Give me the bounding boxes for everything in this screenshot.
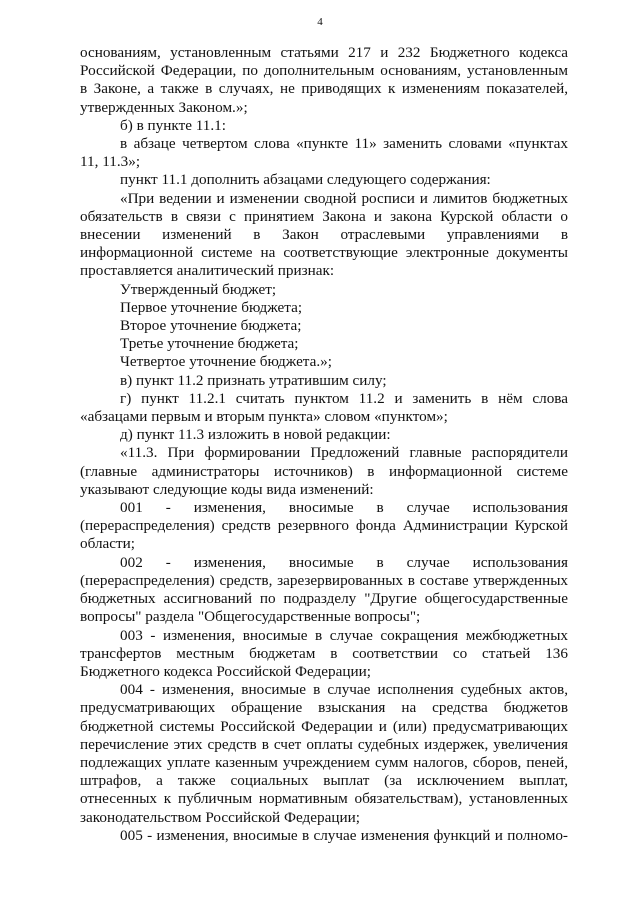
paragraph-code-005: 005 - изменения, вносимые в случае изменения функций и полномо- [120,826,568,844]
paragraph-continuation: основаниям, установленным статьями 217 и 232 Бюджетного кодекса Российской Федерации, по дополнительным основаниям, установленным в Законе, а также в случаях, не приводящих к изменениям показателей, утвержденных Законом.»; [80,44,568,116]
list-item-budget-approved: Утвержденный бюджет; [120,280,277,298]
paragraph-item-d: д) пункт 11.3 изложить в новой редакции: [120,426,391,444]
paragraph-11-3: «11.3. При формировании Предложений главные распорядители (главные администраторы источников) в информационной системе указывают следующие коды вида изменений: [80,444,568,498]
paragraph-item-v: в) пункт 11.2 признать утратившим силу; [120,371,387,389]
list-item-budget-second: Второе уточнение бюджета; [120,317,302,335]
paragraph-code-002: 002 - изменения, вносимые в случае использования (перераспределения) средств, зарезервированных в составе утвержденных бюджетных ассигнований по подразделу "Другие общегосударственные вопросы" раздела "Общегосударственные вопросы"; [80,553,568,626]
paragraph-abzac-4: в абзаце четвертом слова «пункте 11» заменить словами «пунктах 11, 11.3»; [80,135,568,171]
list-item-budget-fourth: Четвертое уточнение бюджета.»; [120,353,332,371]
paragraph-item-b: б) в пункте 11.1: [120,116,226,134]
document-body [80,44,568,845]
paragraph-code-003: 003 - изменения, вносимые в случае сокращения межбюджетных трансфертов местным бюджетам в соответствии со статьей 136 Бюджетного кодекса Российской Федерации; [80,626,568,680]
page-number: 4 [317,16,323,28]
paragraph-code-004: 004 - изменения, вносимые в случае исполнения судебных актов, предусматривающих обращение взыскания на средства бюджетов бюджетной системы Российской Федерации и (или) предусматривающих перечисление этих средств в счет оплаты судебных издержек, увеличения подлежащих уплате казенным учреждением сумм налогов, сборов, пеней, штрафов, а также социальных выплат (за исключением выплат, отнесенных к публичным нормативным обязательствам), установленных законодательством Российской Федерации; [80,681,568,826]
list-item-budget-first: Первое уточнение бюджета; [120,298,303,316]
paragraph-add-abzacs: пункт 11.1 дополнить абзацами следующего содержания: [120,171,491,189]
paragraph-item-g: г) пункт 11.2.1 считать пунктом 11.2 и заменить в нём слова «абзацами первым и вторым пункта» словом «пунктом»; [80,389,568,426]
list-item-budget-third: Третье уточнение бюджета; [120,335,299,353]
paragraph-code-001: 001 - изменения, вносимые в случае использования (перераспределения) средств резервного фонда Администрации Курской области; [80,499,568,553]
paragraph-quote-svodnaya: «При ведении и изменении сводной росписи и лимитов бюджетных обязательств в связи с принятием Закона и закона Курской области о внесении изменений в Закон отраслевыми управлениями в информационной системе на соответствующие электронные документы проставляется аналитический признак: [80,189,568,280]
